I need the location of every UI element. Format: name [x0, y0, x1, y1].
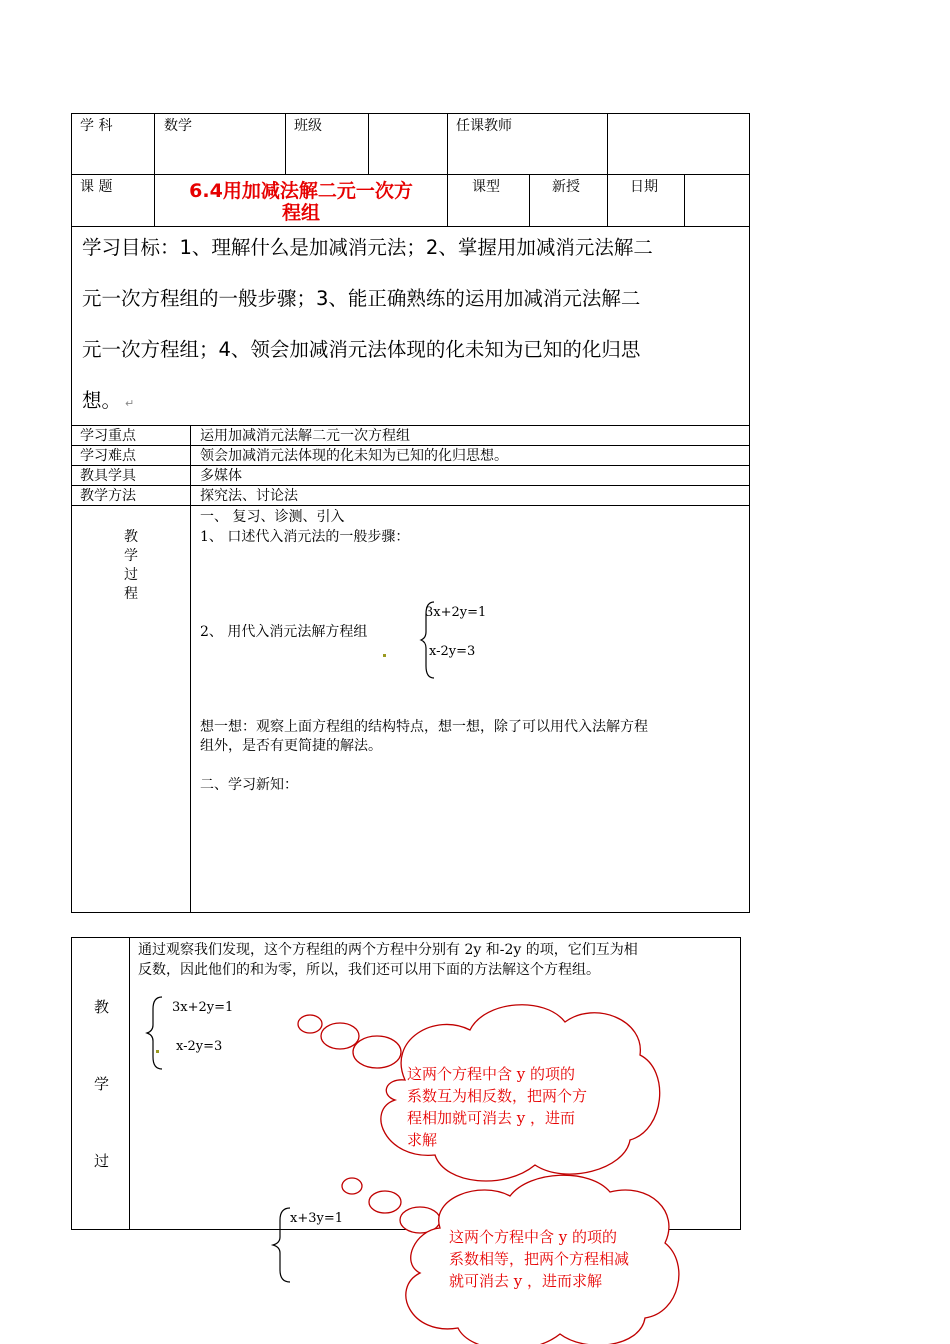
- type-label: 课型: [472, 179, 500, 195]
- equation-1: 3x+2y=1: [425, 605, 487, 620]
- stray-mark: [383, 654, 386, 657]
- difficulty-value: 领会加减消元法体现的化未知为已知的化归思想。: [200, 448, 508, 464]
- objectives-line: 元一次方程组的一般步骤；3、能正确熟练的运用加减消元法解二: [82, 287, 641, 310]
- brace-icon: [418, 600, 438, 680]
- method-label: 教学方法: [80, 488, 136, 504]
- difficulty-label: 学习难点: [80, 448, 136, 464]
- cloud-1-text: 这两个方程中含 y 的项的系数互为相反数，把两个方程相加就可消去 y ，进而求解: [407, 1065, 588, 1149]
- intro-line: 通过观察我们发现，这个方程组的两个方程中分别有 2y 和-2y 的项，它们互为相: [138, 942, 638, 958]
- teacher-label: 任课教师: [456, 118, 512, 134]
- item-recite-steps: 1、 口述代入消元法的一般步骤：: [200, 529, 410, 545]
- process-label-char: 学: [124, 548, 138, 564]
- process-label-char: 学: [94, 1075, 110, 1093]
- date-label: 日期: [630, 179, 658, 195]
- type-value: 新授: [552, 179, 580, 195]
- process-label: [124, 528, 140, 604]
- topic-title: [155, 180, 447, 224]
- cloud-2-text: 这两个方程中含 y 的项的系数相等，把两个方程相减就可消去 y ，进而求解: [449, 1228, 630, 1290]
- equation-2: x-2y=3: [429, 644, 476, 659]
- subject-value: 数学: [164, 118, 192, 134]
- method-value: 探究法、讨论法: [200, 488, 298, 504]
- topic-title-line2: 程组: [281, 202, 320, 224]
- process-label-char: 程: [124, 586, 138, 602]
- objectives-line: 学习目标：1、理解什么是加减消元法；2、掌握用加减消元法解二: [82, 236, 653, 259]
- item-solve-system: 2、 用代入消元法解方程组: [200, 624, 368, 640]
- process-label-char: 过: [124, 567, 138, 583]
- paragraph-mark: ↵: [125, 397, 135, 410]
- equation-2: x-2y=3: [176, 1039, 223, 1054]
- think-line: 想一想：观察上面方程组的结构特点，想一想，除了可以用代入法解方程: [200, 719, 648, 735]
- tools-value: 多媒体: [200, 468, 242, 484]
- focus-label: 学习重点: [80, 428, 136, 444]
- section-review: 一、 复习、诊测、引入: [200, 509, 345, 525]
- intro-line: 反数，因此他们的和为零，所以，我们还可以用下面的方法解这个方程组。: [138, 962, 600, 978]
- objectives-line: 元一次方程组；4、领会加减消元法体现的化未知为已知的化归思: [82, 338, 641, 361]
- process-label-char: 过: [94, 1152, 110, 1170]
- brace-icon: [144, 995, 166, 1071]
- equation-1: 3x+2y=1: [172, 1000, 234, 1015]
- equation-3: x+3y=1: [290, 1211, 344, 1226]
- think-line: 组外，是否有更简捷的解法。: [200, 738, 382, 754]
- objectives-line: 想。: [82, 389, 122, 412]
- topic-label: 课 题: [80, 179, 113, 195]
- subject-label: 学 科: [80, 118, 113, 134]
- stray-mark: [156, 1050, 159, 1053]
- focus-value: 运用加减消元法解二元一次方程组: [200, 428, 410, 444]
- objectives-block: [82, 234, 653, 438]
- process-label-char: 教: [94, 998, 110, 1016]
- section-new-knowledge: 二、学习新知：: [200, 777, 298, 793]
- topic-title-line1: 6.4用加减法解二元一次方: [189, 180, 413, 202]
- class-label: 班级: [294, 118, 322, 134]
- process-label-char: 教: [124, 529, 138, 545]
- tools-label: 教具学具: [80, 468, 136, 484]
